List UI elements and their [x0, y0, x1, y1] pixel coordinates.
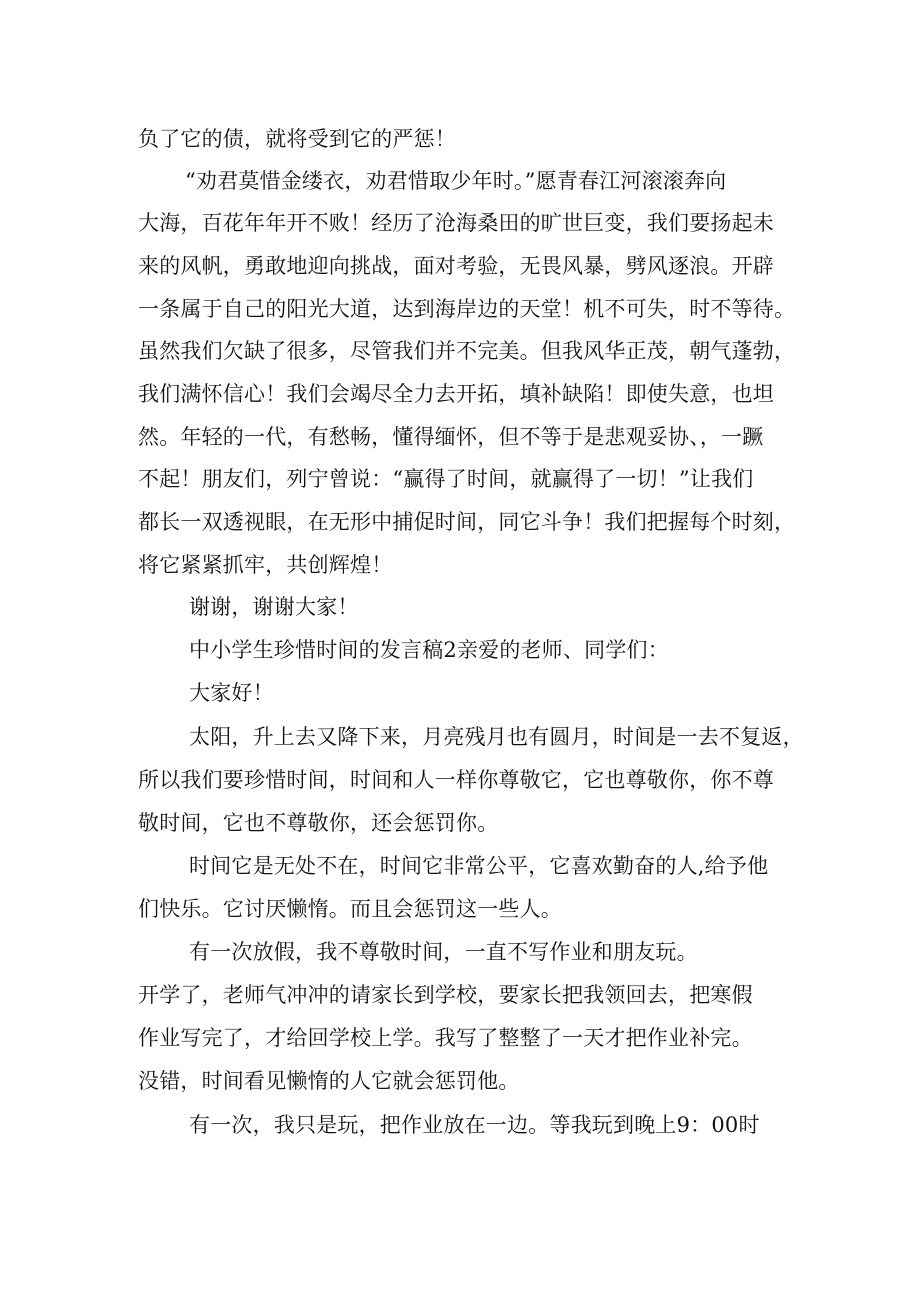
text-line: 谢谢，谢谢大家！ [189, 595, 359, 619]
text-line: 开学了，老师气冲冲的请家长到学校，要家长把我领回去，把寒假 [138, 983, 753, 1007]
text-line: 时间它是无处不在，时间它非常公平，它喜欢勤奋的人,给予他 [189, 854, 769, 878]
text-line: 虽然我们欠缺了很多，尽管我们并不完美。但我风华正茂，朝气蓬勃， [138, 339, 796, 363]
text-line: 所以我们要珍惜时间，时间和人一样你尊敬它，它也尊敬你，你不尊 [138, 768, 774, 792]
text-line: 敬时间，它也不尊敬你，还会惩罚你。 [138, 811, 499, 835]
text-line: 都长一双透视眼，在无形中捕促时间，同它斗争！我们把握每个时刻， [138, 510, 796, 534]
text-line: 没错，时间看见懒惰的人它就会惩罚他。 [138, 1069, 520, 1093]
text-line: 作业写完了，才给回学校上学。我写了整整了一天才把作业补完。 [138, 1026, 753, 1050]
text-line: 有一次，我只是玩，把作业放在一边。等我玩到晚上9：00时 [189, 1113, 760, 1137]
text-line: 然。年轻的一代，有愁畅，懂得缅怀，但不等于是悲观妥协、，一蹶 [138, 425, 764, 449]
text-line: 一条属于自己的阳光大道，达到海岸边的天堂！机不可失，时不等待。 [138, 297, 796, 321]
text-line: 将它紧紧抓牢，共创辉煌！ [138, 553, 393, 577]
text-line: 有一次放假，我不尊敬时间，一直不写作业和朋友玩。 [189, 940, 698, 964]
text-line: 不起！朋友们，列宁曾说：“赢得了时间，就赢得了一切！”让我们 [138, 467, 754, 491]
text-line: “劝君莫惜金缕衣，劝君惜取少年时。”愿青春江河滚滚奔向 [185, 169, 727, 193]
text-line: 们快乐。它讨厌懒惰。而且会惩罚这一些人。 [138, 897, 562, 921]
text-line: 中小学生珍惜时间的发言稿2亲爱的老师、同学们： [189, 638, 669, 662]
text-line: 负了它的债，就将受到它的严惩！ [138, 127, 456, 151]
text-line: 大海，百花年年开不败！经历了沧海桑田的旷世巨变，我们要扬起未 [138, 211, 774, 235]
text-line: 我们满怀信心！我们会竭尽全力去开拓，填补缺陷！即使失意，也坦 [138, 382, 774, 406]
text-line: 来的风帆，勇敢地迎向挑战，面对考验，无畏风暴，劈风逐浪。开辟 [138, 254, 774, 278]
text-line: 大家好！ [189, 681, 274, 705]
text-line: 太阳，升上去又降下来，月亮残月也有圆月，时间是一去不复返， [189, 725, 804, 749]
